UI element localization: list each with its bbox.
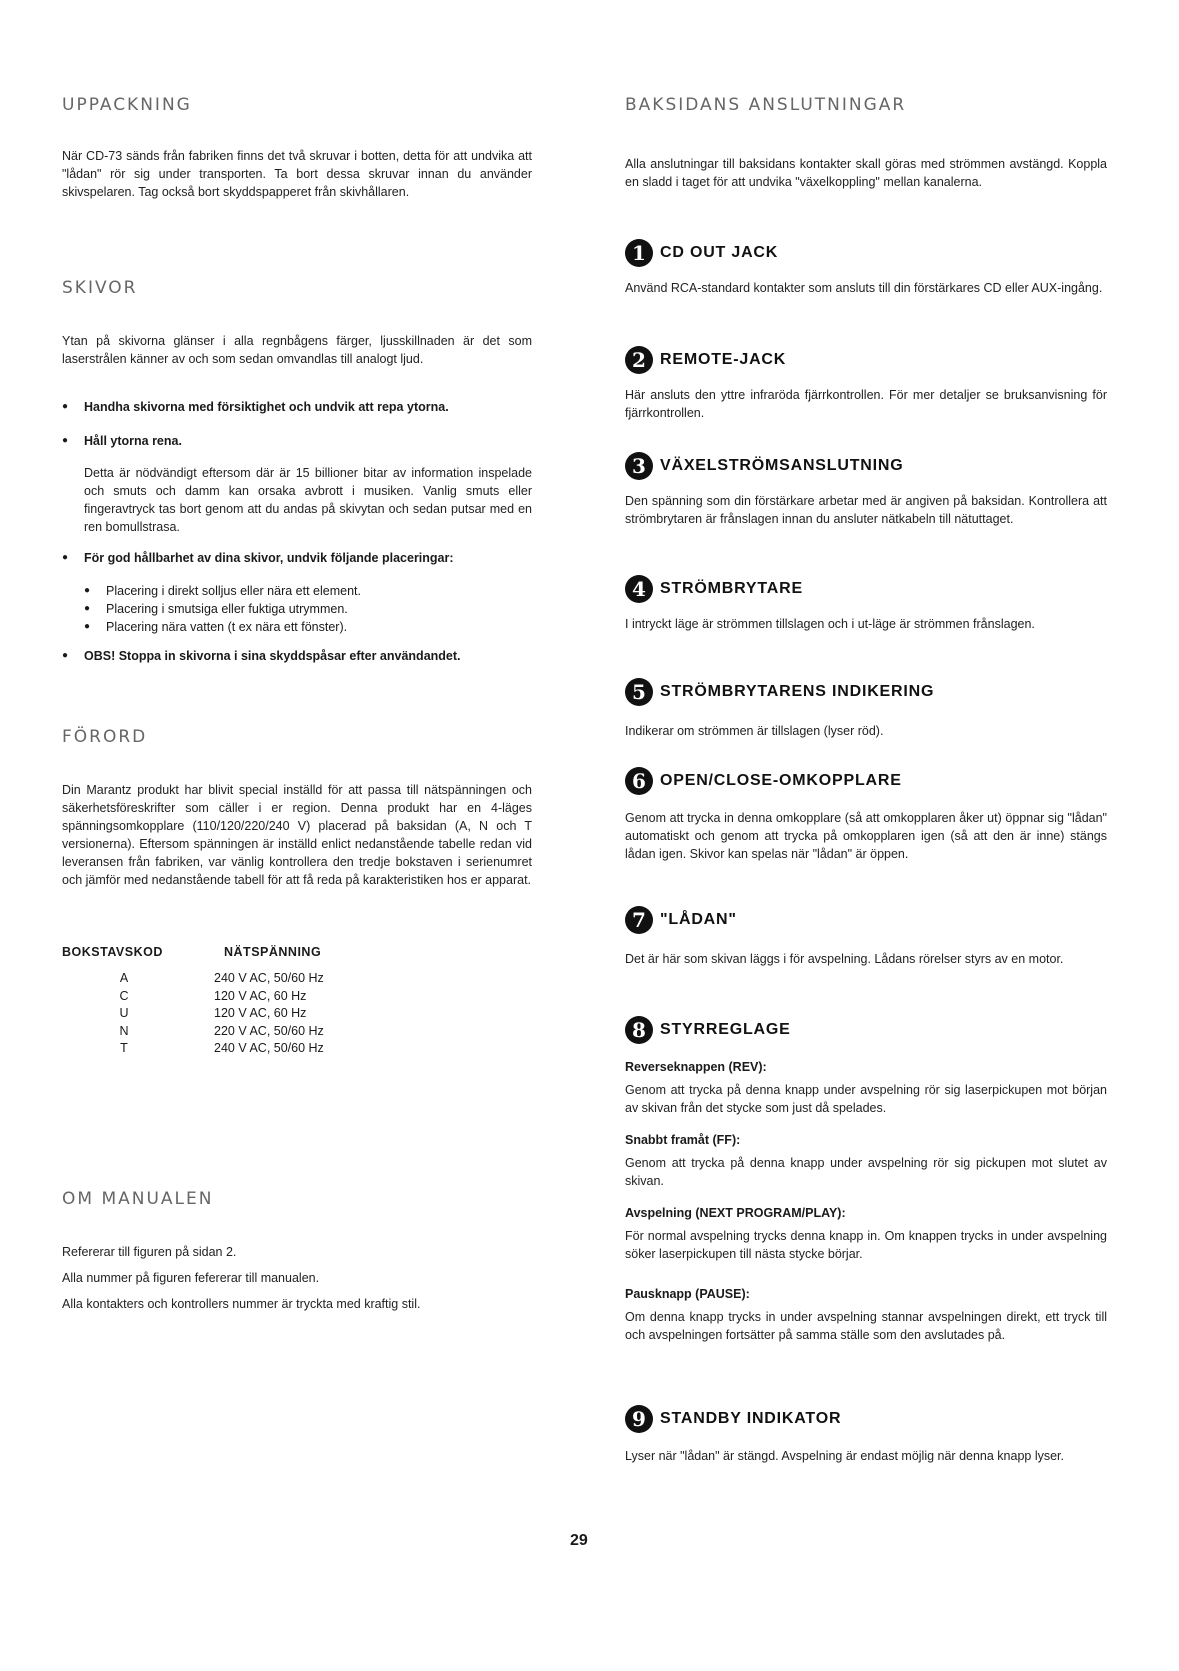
- number-9-icon: 9: [625, 1405, 653, 1433]
- item-2-text-block: [625, 386, 1107, 422]
- bullet-hall-ytorna: ● Håll ytorna rena.: [62, 432, 532, 450]
- table-cell-voltage: 220 V AC, 50/60 Hz: [214, 1023, 324, 1038]
- manual-line-3: Alla kontakters och kontrollers nummer är tryckta med kraftig stil.: [62, 1297, 421, 1311]
- table-row: [62, 1023, 392, 1041]
- table-cell-code: T: [120, 1041, 128, 1055]
- number-4-icon: 4: [625, 575, 653, 603]
- item-9-text: Lyser när "lådan" är stängd. Avspelning är endast möjlig när denna knapp lyser.: [625, 1449, 1065, 1463]
- item-7-title: "LÅDAN": [660, 911, 737, 928]
- item-1-header: [625, 239, 778, 267]
- heading-skivor: SKIVOR: [62, 278, 138, 298]
- item-6-header: [625, 767, 902, 795]
- table-header-code: BOKSTAVSKOD: [62, 945, 163, 959]
- item-3-text-block: [625, 492, 1107, 528]
- table-cell-code: A: [119, 971, 129, 985]
- item-2-title: REMOTE-JACK: [660, 351, 787, 368]
- skivor-bullet-2-text-block: [62, 464, 532, 536]
- placering-item: ● Placering nära vatten (t ex nära ett fönster).: [84, 618, 532, 636]
- control-text-ff: Genom att trycka på denna knapp under avspelning rör sig pickupen mot slutet av skivan.: [625, 1156, 1107, 1188]
- skivor-intro: Ytan på skivorna glänser i alla regnbågens färger, ljusskillnaden är det som laserstrålen känner av och som sedan omvandlas till analogt ljud.: [62, 334, 532, 366]
- manual-line-1: Refererar till figuren på sidan 2.: [62, 1245, 237, 1259]
- item-1-title: CD OUT JACK: [660, 244, 779, 261]
- number-7-icon: 7: [625, 906, 653, 934]
- skivor-bullet-3: [62, 549, 532, 567]
- item-4-header: [625, 575, 803, 603]
- item-4-title: STRÖMBRYTARE: [660, 580, 803, 597]
- table-header-voltage: NÄTSPÄNNING: [224, 945, 322, 959]
- item-9-text-block: [625, 1447, 1107, 1465]
- skivor-bullet-2: [62, 432, 532, 450]
- uppackning-text-block: [62, 147, 532, 201]
- control-text-rev: Genom att trycka på denna knapp under avspelning rör sig laserpickupen mot början av skivan från det stycke som just då spelades.: [625, 1083, 1107, 1115]
- skivor-bullet-4: [62, 647, 532, 665]
- table-cell-code: N: [119, 1023, 129, 1038]
- manual-line-2: Alla nummer på figuren fefererar till manualen.: [62, 1271, 320, 1285]
- heading-om-manualen: OM MANUALEN: [62, 1189, 214, 1209]
- control-text-pause: Om denna knapp trycks in under avspelning stannar avspelningen direkt, ett tryck till och avspelningen fortsätter på samma ställe som den avslutades på.: [625, 1310, 1107, 1342]
- number-6-icon: 6: [625, 767, 653, 795]
- number-5-icon: 5: [625, 678, 653, 706]
- fororod-text: Din Marantz produkt har blivit special inställd för att passa till nätspänningen och säkerhetsföreskrifter som cäller i er region. Denna produkt har en 4-läges spänningsomkopplare (110/120/220/240 V) placerad på baksidan (A, N och T versionerna). Eftersom spänningen är inställd enlict nedanstående tabelle redan vid leveransen från fabriken, var vänlig kontrollera den tredje bokstaven i serienumret och jämför med nedanstående tabell för att få reda på karakteristiken hos er apparat.: [62, 783, 532, 887]
- item-4-text-block: [625, 615, 1107, 633]
- item-2-text: Här ansluts den yttre infraröda fjärrkontrollen. För mer detaljer se bruksanvisning för fjärrkontrollen.: [625, 388, 1107, 420]
- item-2-header: [625, 346, 786, 374]
- item-8-header: [625, 1016, 791, 1044]
- right-intro: Alla anslutningar till baksidans kontakter skall göras med strömmen avstängd. Koppla en sladd i taget för att undvika "växelkoppling" mellan kanalerna.: [625, 157, 1107, 189]
- bullet-placeringar: ● För god hållbarhet av dina skivor, undvik följande placeringar:: [62, 549, 532, 567]
- heading-baksidans-anslutningar: BAKSIDANS ANSLUTNINGAR: [625, 95, 907, 115]
- fororod-text-block: [62, 781, 532, 889]
- page-number: 29: [570, 1532, 588, 1549]
- item-5-text-block: [625, 722, 1107, 740]
- item-3-text: Den spänning som din förstärkare arbetar med är angiven på baksidan. Kontrollera att strömbrytaren är frånslagen innan du ansluter nätkabeln till nätuttaget.: [625, 494, 1107, 526]
- item-9-header: [625, 1405, 841, 1433]
- item-8-title: STYRREGLAGE: [660, 1021, 791, 1038]
- item-5-header: [625, 678, 934, 706]
- bullet-2-explanation: Detta är nödvändigt eftersom där är 15 billioner bitar av information inspelade och smuts och damm kan orsaka avbrott i musiken. Vanlig smuts eller fingeravtryck tas bort genom att du andas på skivytan och sedan putsar med en ren bomullstrasa.: [84, 466, 532, 534]
- table-row: [62, 970, 392, 988]
- skivor-intro-block: [62, 332, 532, 368]
- table-cell-code: U: [119, 1006, 129, 1020]
- item-3-title: VÄXELSTRÖMSANSLUTNING: [660, 457, 904, 474]
- item-6-text-block: [625, 809, 1107, 863]
- control-label-play: Avspelning (NEXT PROGRAM/PLAY):: [625, 1206, 846, 1220]
- number-3-icon: 3: [625, 452, 653, 480]
- skivor-bullet-1: [62, 398, 532, 416]
- table-row: [62, 1005, 392, 1023]
- item-5-text: Indikerar om strömmen är tillslagen (lyser röd).: [625, 724, 884, 738]
- control-label-rev: Reverseknappen (REV):: [625, 1060, 767, 1074]
- table-cell-voltage: 240 V AC, 50/60 Hz: [214, 1041, 324, 1055]
- placering-item: ● Placering i direkt solljus eller nära ett element.: [84, 582, 532, 600]
- item-7-text-block: [625, 950, 1107, 968]
- bullet-handha: ● Handha skivorna med försiktighet och undvik att repa ytorna.: [62, 398, 532, 416]
- item-7-text: Det är här som skivan läggs i för avspelning. Lådans rörelser styrs av en motor.: [625, 952, 1064, 966]
- heading-uppackning: UPPACKNING: [62, 95, 192, 115]
- item-9-title: STANDBY INDIKATOR: [660, 1410, 842, 1427]
- item-5-title: STRÖMBRYTARENS INDIKERING: [660, 683, 935, 700]
- voltage-table: [62, 944, 392, 1058]
- heading-fororod: FÖRORD: [62, 727, 148, 747]
- number-2-icon: 2: [625, 346, 653, 374]
- table-row: [62, 988, 392, 1006]
- uppackning-text: När CD-73 sänds från fabriken finns det två skruvar i botten, detta för att undvika att "lådan" rör sig under transporten. Ta bort dessa skruvar innan du använder skivspelaren. Tag också bort skyddspapperet från skivhållaren.: [62, 149, 532, 199]
- item-7-header: [625, 906, 737, 934]
- placering-item: ● Placering i smutsiga eller fuktiga utrymmen.: [84, 600, 532, 618]
- bullet-obs: ● OBS! Stoppa in skivorna i sina skyddspåsar efter användandet.: [62, 647, 532, 665]
- table-cell-voltage: 120 V AC, 60 Hz: [214, 1006, 307, 1020]
- number-8-icon: 8: [625, 1016, 653, 1044]
- right-intro-block: [625, 155, 1107, 191]
- item-4-text: I intryckt läge är strömmen tillslagen och i ut-läge är strömmen frånslagen.: [625, 617, 1035, 631]
- table-cell-code: C: [119, 988, 129, 1003]
- item-1-text: Använd RCA-standard kontakter som ansluts till din förstärkares CD eller AUX-ingång.: [625, 281, 1103, 295]
- item-1-text-block: [625, 279, 1107, 297]
- control-label-ff: Snabbt framåt (FF):: [625, 1133, 741, 1147]
- item-6-text: Genom att trycka in denna omkopplare (så att omkopplaren åker ut) öppnar sig "lådan" automatiskt och genom att trycka på omkopplaren igen (så att den är inne) stängs lådan igen. Skivor kan spelas när "lådan" är öppen.: [625, 811, 1107, 861]
- control-label-pause: Pausknapp (PAUSE):: [625, 1287, 750, 1301]
- item-6-title: OPEN/CLOSE-OMKOPPLARE: [660, 772, 902, 789]
- placering-list: [62, 582, 532, 636]
- number-1-icon: 1: [625, 239, 653, 267]
- table-row: [62, 1040, 392, 1058]
- controls-list: [625, 1058, 1107, 1344]
- table-cell-voltage: 240 V AC, 50/60 Hz: [214, 971, 324, 985]
- table-cell-voltage: 120 V AC, 60 Hz: [214, 988, 307, 1003]
- item-3-header: [625, 452, 903, 480]
- manual-text-block: [62, 1243, 532, 1313]
- control-text-play: För normal avspelning trycks denna knapp in. Om knappen trycks in under avspelning söker laserpickupen till nästa stycke börjar.: [625, 1229, 1107, 1261]
